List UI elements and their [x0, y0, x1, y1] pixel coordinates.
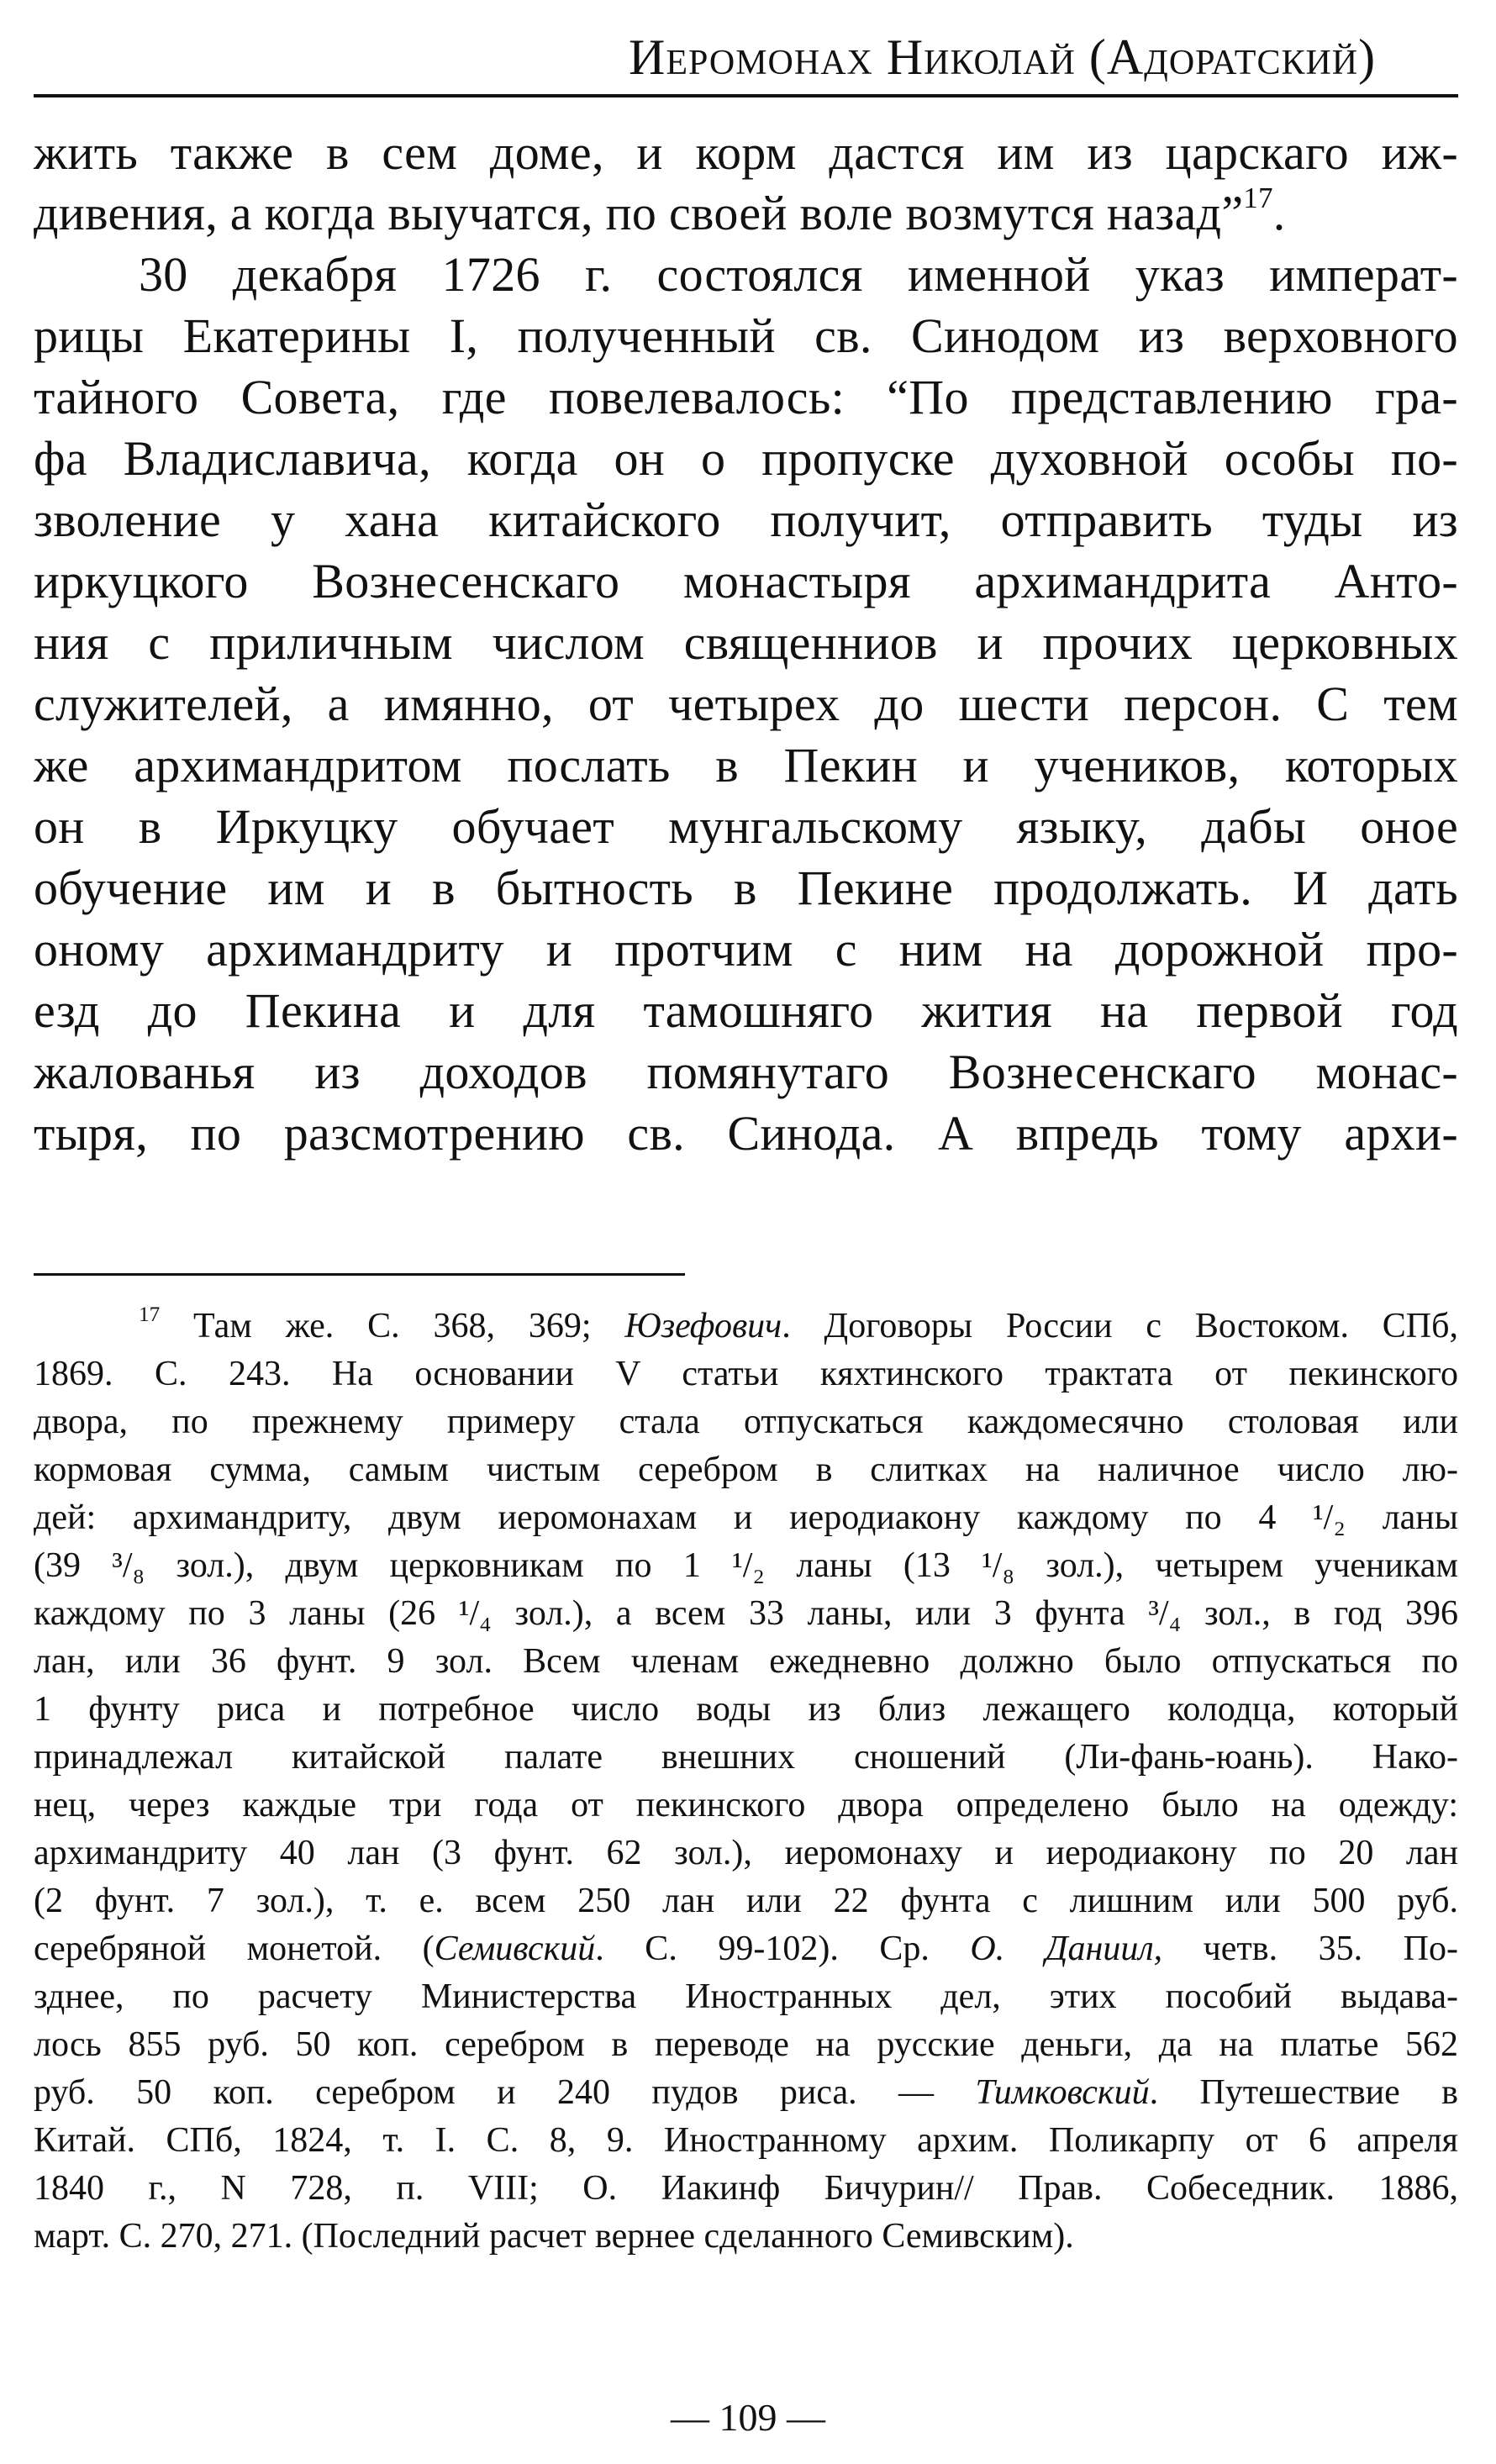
main-line: жить также в сем доме, и корм дастся им из царскаго иж-: [34, 125, 1458, 180]
footnote-line: (2 фунт. 7 зол.), т. е. всем 250 лан или 22 фунта с лишним или 500 руб.: [34, 1882, 1458, 1920]
footnote-line: каждому по 3 ланы (26 ¹/₄ зол.), а всем 33 ланы, или 3 фунта ³/₄ зол., в год 396: [34, 1594, 1458, 1633]
footnote-line: (39 ³/₈ зол.), двум церковникам по 1 ¹/₂ ланы (13 ¹/₈ зол.), четырем ученикам: [34, 1546, 1458, 1585]
page-number: — 109 —: [671, 2396, 825, 2439]
footnote-author: Семивский: [434, 1930, 596, 1968]
main-line: фа Владиславича, когда он о пропуске духовной особы по-: [34, 431, 1458, 486]
main-line: служителей, а имянно, от четырех до шести персон. С тем: [34, 677, 1458, 731]
footnote-line: двора, по прежнему примеру стала отпускаться каждомесячно столовая или: [34, 1403, 1458, 1441]
sentence-period: .: [1272, 186, 1286, 240]
main-line: тыря, по разсмотрению св. Синода. А впредь тому архи-: [34, 1106, 1458, 1161]
footnote-text: . Договоры России с Востоком. СПб,: [782, 1307, 1458, 1345]
footnote-line: 1869. С. 243. На основании V статьи кяхтинского трактата от пекинского: [34, 1355, 1458, 1393]
footnote-text: . Путешествие в: [1149, 2073, 1458, 2112]
footnote-text: . С. 99-102). Ср.: [595, 1930, 930, 1968]
footnote-text: серебряной монетой. (: [34, 1930, 435, 1968]
footnote-rule: [34, 1273, 685, 1276]
footnote-line: [34, 1304, 1458, 1348]
main-line: ния с приличным числом священниов и прочих церковных: [34, 615, 1458, 670]
footnote-author: О. Даниил,: [970, 1930, 1163, 1968]
main-line: жалованья из доходов помянутаго Вознесенскаго монас-: [34, 1045, 1458, 1099]
footnote-line: 1840 г., N 728, п. VIII; О. Иакинф Бичурин// Прав. Собеседник. 1886,: [34, 2169, 1458, 2208]
footnote-text: четв. 35. По-: [1203, 1930, 1458, 1968]
footnote-line: принадлежал китайской палате внешних сношений (Ли-фань-юань). Нако-: [34, 1738, 1458, 1777]
footnote-line: [34, 2071, 1458, 2114]
footnote-line: март. С. 270, 271. (Последний расчет вернее сделанного Семивским).: [34, 2217, 1074, 2256]
running-header: Иеромонах Николай (Адоратский): [629, 29, 1377, 85]
main-line: же архимандритом послать в Пекин и учеников, которых: [34, 738, 1458, 792]
footnote-line: [34, 1927, 1458, 1971]
main-line: иркуцкого Вознесенскаго монастыря архимандрита Анто-: [34, 554, 1458, 608]
footnote-line: дей: архимандриту, двум иеромонахам и иеродиакону каждому по 4 ¹/₂ ланы: [34, 1498, 1458, 1537]
footnote-author: Тимковский: [975, 2073, 1150, 2112]
footnote-line: лан, или 36 фунт. 9 зол. Всем членам ежедневно должно было отпускаться по: [34, 1642, 1458, 1681]
footnote-line: зднее, по расчету Министерства Иностранных дел, этих пособий выдава-: [34, 1977, 1458, 2016]
footnote-line: Китай. СПб, 1824, т. I. С. 8, 9. Иностранному архим. Поликарпу от 6 апреля: [34, 2121, 1458, 2160]
main-line: оному архимандриту и протчим с ним на дорожной про-: [34, 922, 1458, 977]
main-line-text: дивения, а когда выучатся, по своей воле возмутся назад”: [34, 186, 1244, 240]
footnote-text: Там же. С. 368, 369;: [193, 1307, 592, 1345]
main-line: он в Иркуцку обучает мунгальскому языку, дабы оное: [34, 799, 1458, 854]
main-line: зволение у хана китайского получит, отправить туды из: [34, 492, 1458, 547]
main-line: рицы Екатерины I, полученный св. Синодом из верховного: [34, 308, 1458, 363]
header-rule: [34, 94, 1458, 97]
footnote-ref: 17: [1243, 182, 1273, 215]
main-line: обучение им и в бытность в Пекине продолжать. И дать: [34, 861, 1458, 915]
footnote-line: кормовая сумма, самым чистым серебром в слитках на наличное число лю-: [34, 1450, 1458, 1489]
main-line: 30 декабря 1726 г. состоялся именной указ императ-: [139, 247, 1458, 302]
footnote-author: Юзефович: [624, 1307, 782, 1345]
footnote-line: 1 фунту риса и потребное число воды из близ лежащего колодца, который: [34, 1690, 1458, 1729]
footnote-marker: 17: [139, 1303, 161, 1327]
footnote-line: архимандриту 40 лан (3 фунт. 62 зол.), иеромонаху и иеродиакону по 20 лан: [34, 1834, 1458, 1872]
footnote-line: лось 855 руб. 50 коп. серебром в переводе на русские деньги, да на платье 562: [34, 2025, 1458, 2064]
main-line: тайного Совета, где повелевалось: “По представлению гра-: [34, 370, 1458, 424]
footnote-line: нец, через каждые три года от пекинского двора определено было на одежду:: [34, 1786, 1458, 1824]
footnote-text: руб. 50 коп. серебром и 240 пудов риса. —: [34, 2073, 935, 2112]
main-line: езд до Пекина и для тамошняго жития на первой год: [34, 983, 1458, 1038]
main-line: [34, 182, 1458, 242]
